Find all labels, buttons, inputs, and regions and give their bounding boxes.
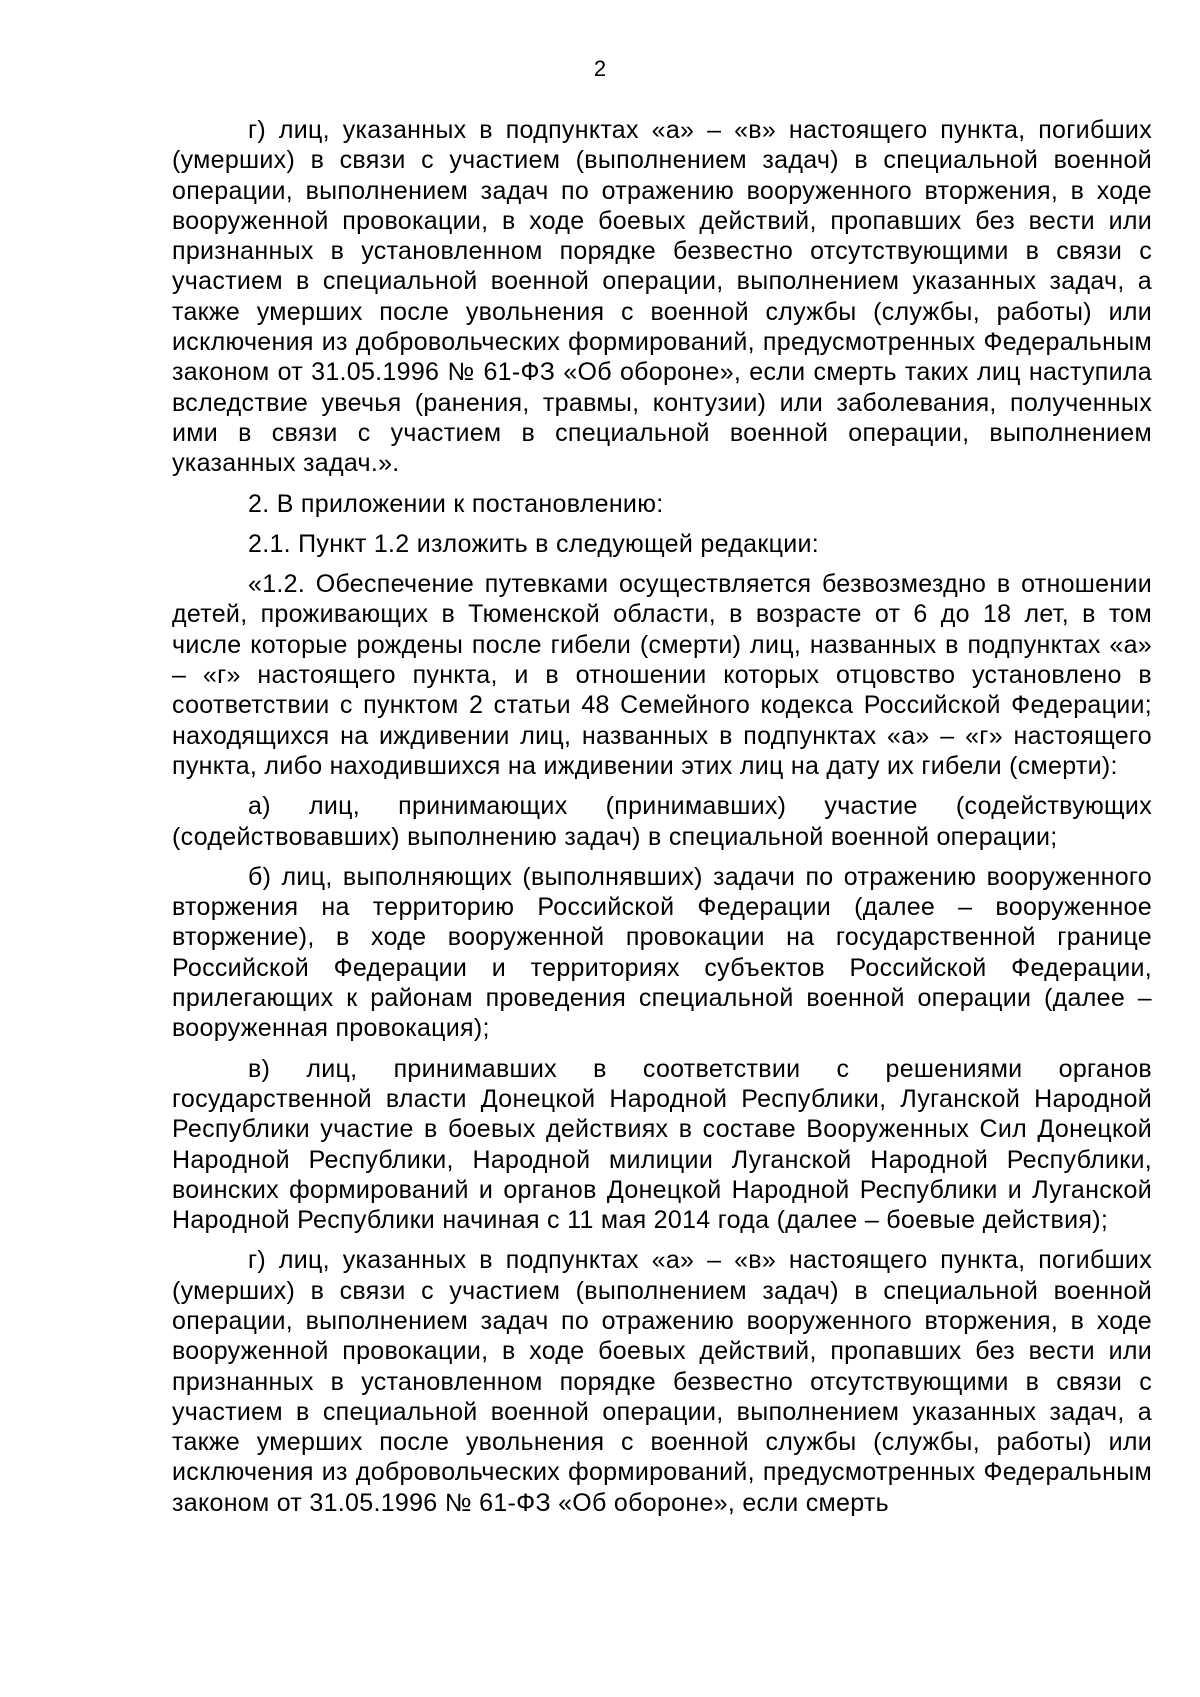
paragraph-subitem-v: в) лиц, принимавших в соответствии с решениями органов государственной власти Донецкой Народной Республики, Луганской Народной Республики участие в боевых действиях в составе Вооруженных Сил Донецкой Народной Республики, Народной милиции Луганской Народной Республики, воинских формирований и органов Донецкой Народной Республики и Луганской Народной Республики начиная с 11 мая 2014 года (далее – боевые действия);	[172, 1054, 1152, 1235]
paragraph-item-2-1: 2.1. Пункт 1.2 изложить в следующей редакции:	[248, 529, 819, 558]
paragraph-subitem-b: б) лиц, выполняющих (выполнявших) задачи по отражению вооруженного вторжения на территорию Российской Федерации (далее – вооруженное вторжение), в ходе вооруженной провокации на государственной границе Российской Федерации и территориях субъектов Российской Федерации, прилегающих к районам проведения специальной военной операции (далее – вооруженная провокация);	[172, 862, 1152, 1043]
page-number: 2	[593, 56, 607, 81]
paragraph-item-1-2: «1.2. Обеспечение путевками осуществляется безвозмездно в отношении детей, проживающих в Тюменской области, в возрасте от 6 до 18 лет, в том числе которые рождены после гибели (смерти) лиц, названных в подпунктах «а» – «г» настоящего пункта, и в отношении которых отцовство установлено в соответствии с пунктом 2 статьи 48 Семейного кодекса Российской Федерации; находящихся на иждивении лиц, названных в подпунктах «а» – «г» настоящего пункта, либо находившихся на иждивении этих лиц на дату их гибели (смерти):	[172, 570, 1152, 780]
paragraph-g-persons-deceased: г) лиц, указанных в подпунктах «а» – «в» настоящего пункта, погибших (умерших) в связи с участием (выполнением задач) в специальной военной операции, выполнением задач по отражению вооруженного вторжения, в ходе вооруженной провокации, в ходе боевых действий, пропавших без вести или признанных в установленном порядке безвестно отсутствующими в связи с участием в специальной военной операции, выполнением указанных задач, а также умерших после увольнения с военной службы (службы, работы) или исключения из добровольческих формирований, предусмотренных Федеральным законом от 31.05.1996 № 61-ФЗ «Об обороне», если смерть таких лиц наступила вследствие увечья (ранения, травмы, контузии) или заболевания, полученных ими в связи с участием в специальной военной операции, выполнением указанных задач.».	[172, 116, 1152, 478]
document-body	[172, 115, 1152, 1528]
paragraph-subitem-g: г) лиц, указанных в подпунктах «а» – «в» настоящего пункта, погибших (умерших) в связи с участием (выполнением задач) в специальной военной операции, выполнением задач по отражению вооруженного вторжения, в ходе вооруженной провокации, в ходе боевых действий, пропавших без вести или признанных в установленном порядке безвестно отсутствующими в связи с участием в специальной военной операции, выполнением указанных задач, а также умерших после увольнения с военной службы (службы, работы) или исключения из добровольческих формирований, предусмотренных Федеральным законом от 31.05.1996 № 61-ФЗ «Об обороне», если смерть	[172, 1246, 1152, 1517]
paragraph-appendix-changes: 2. В приложении к постановлению:	[248, 489, 664, 518]
paragraph-subitem-a: а) лиц, принимающих (принимавших) участие (содействующих (содействовавших) выполнению задач) в специальной военной операции;	[172, 792, 1152, 851]
